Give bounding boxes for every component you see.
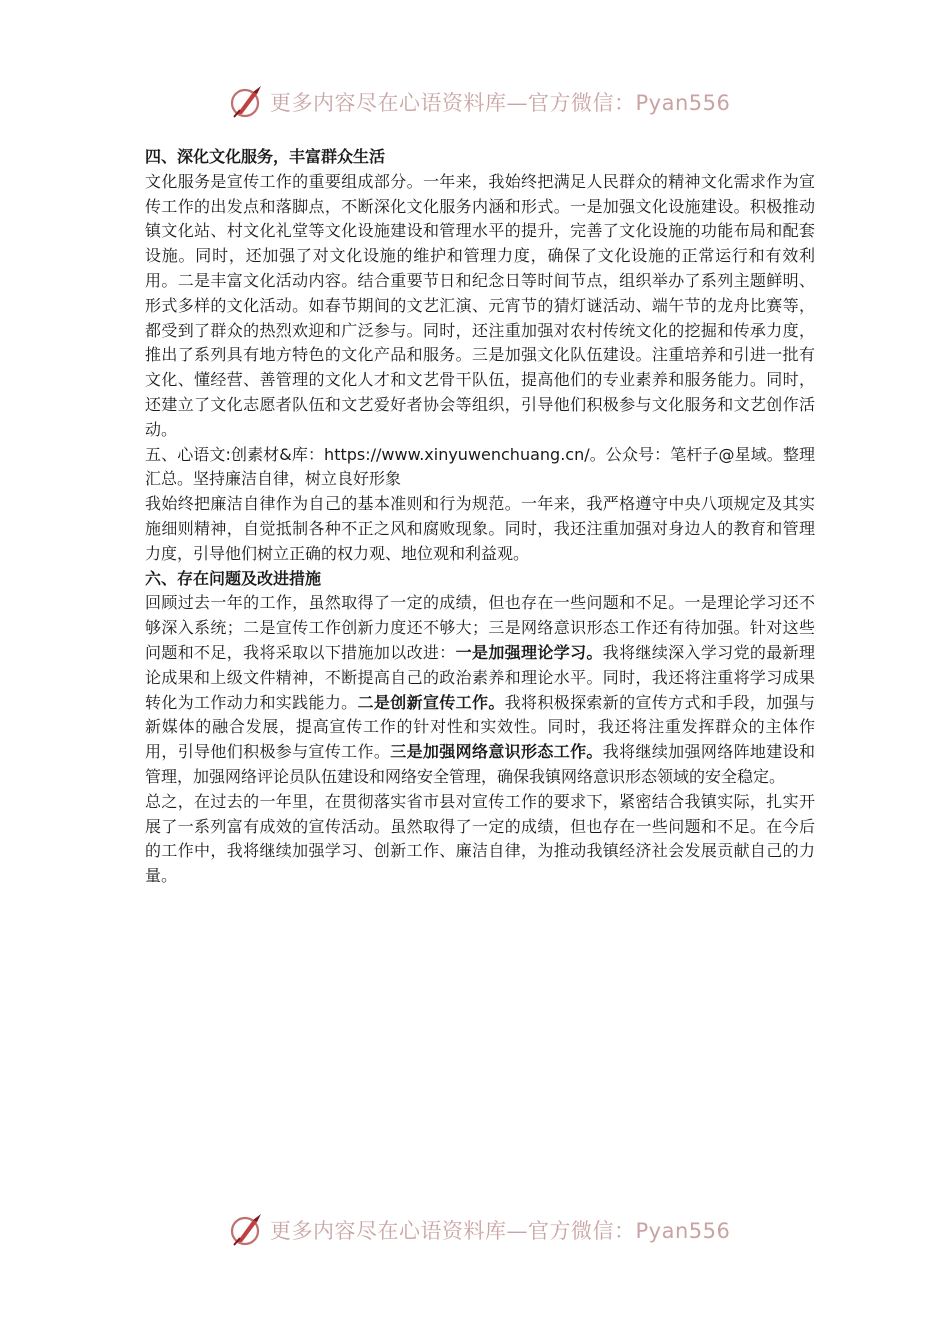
quill-logo-icon	[228, 1212, 264, 1248]
footer-watermark	[228, 1210, 748, 1250]
quill-logo-icon	[228, 84, 264, 120]
section-6-heading: 六、存在问题及改进措施	[145, 568, 322, 588]
section-5-body: 我始终把廉洁自律作为自己的基本准则和行为规范。一年来，我严格遵守中央八项规定及其实施细则精神，自觉抵制各种不正之风和腐败现象。同时，我还注重加强对身边人的教育和管理力度，引导他们树立正确的权力观、地位观和利益观。	[145, 494, 815, 563]
section-4-body: 文化服务是宣传工作的重要组成部分。一年来，我始终把满足人民群众的精神文化需求作为宣传工作的出发点和落脚点，不断深化文化服务内涵和形式。一是加强文化设施建设。积极推动镇文化站、村文化礼堂等文化设施建设和管理水平的提升，完善了文化设施的功能布局和配套设施。同时，还加强了对文化设施的维护和管理力度，确保了文化设施的正常运行和有效利用。二是丰富文化活动内容。结合重要节日和纪念日等时间节点，组织举办了系列主题鲜明、形式多样的文化活动。如春节期间的文艺汇演、元宵节的猜灯谜活动、端午节的龙舟比赛等，都受到了群众的热烈欢迎和广泛参与。同时，还注重加强对农村传统文化的挖掘和传承力度，推出了系列具有地方特色的文化产品和服务。三是加强文化队伍建设。注重培养和引进一批有文化、懂经营、善管理的文化人才和文艺骨干队伍，提高他们的专业素养和服务能力。同时，还建立了文化志愿者队伍和文艺爱好者协会等组织，引导他们积极参与文化服务和文艺创作活动。	[145, 171, 815, 439]
section-6-body: 回顾过去一年的工作，虽然取得了一定的成绩，但也存在一些问题和不足。一是理论学习还不够深入系统；二是宣传工作创新力度还不够大；三是网络意识形态工作还有待加强。针对这些问题和不足，我将采取以下措施加以改进：一是加强理论学习。我将继续深入学习党的最新理论成果和上级文件精神，不断提高自己的政治素养和理论水平。同时，我还将注重将学习成果转化为工作动力和实践能力。二是创新宣传工作。我将积极探索新的宣传方式和手段，加强与新媒体的融合发展，提高宣传工作的针对性和实效性。同时，我还将注重发挥群众的主体作用，引导他们积极参与宣传工作。三是加强网络意识形态工作。我将继续加强网络阵地建设和管理，加强网络评论员队伍建设和网络安全管理，确保我镇网络意识形态领域的安全稳定。	[145, 593, 815, 786]
section-4-heading: 四、深化文化服务，丰富群众生活	[145, 147, 386, 166]
conclusion-body: 总之，在过去的一年里，在贯彻落实省市县对宣传工作的要求下，紧密结合我镇实际，扎实开展了一系列富有成效的宣传活动。虽然取得了一定的成绩，但也存在一些问题和不足。在今后的工作中，我将继续加强学习、创新工作、廉洁自律，为推动我镇经济社会发展贡献自己的力量。	[145, 791, 815, 886]
section-5-heading: 五、心语文:创素材&库：https://www.xinyuwenchuang.cn/。公众号：笔杆子@星域。整理汇总。坚持廉洁自律，树立良好形象	[145, 444, 815, 489]
watermark-text: 更多内容尽在心语资料库—官方微信：Pyan556	[270, 1219, 731, 1243]
measure-1-title: 一是加强理论学习。	[455, 642, 603, 662]
measure-2-title: 二是创新宣传工作。	[357, 692, 505, 712]
measure-3-title: 三是加强网络意识形态工作。	[390, 742, 603, 762]
watermark-text: 更多内容尽在心语资料库—官方微信：Pyan556	[270, 91, 731, 115]
document-body	[145, 145, 815, 889]
header-watermark	[228, 82, 748, 122]
